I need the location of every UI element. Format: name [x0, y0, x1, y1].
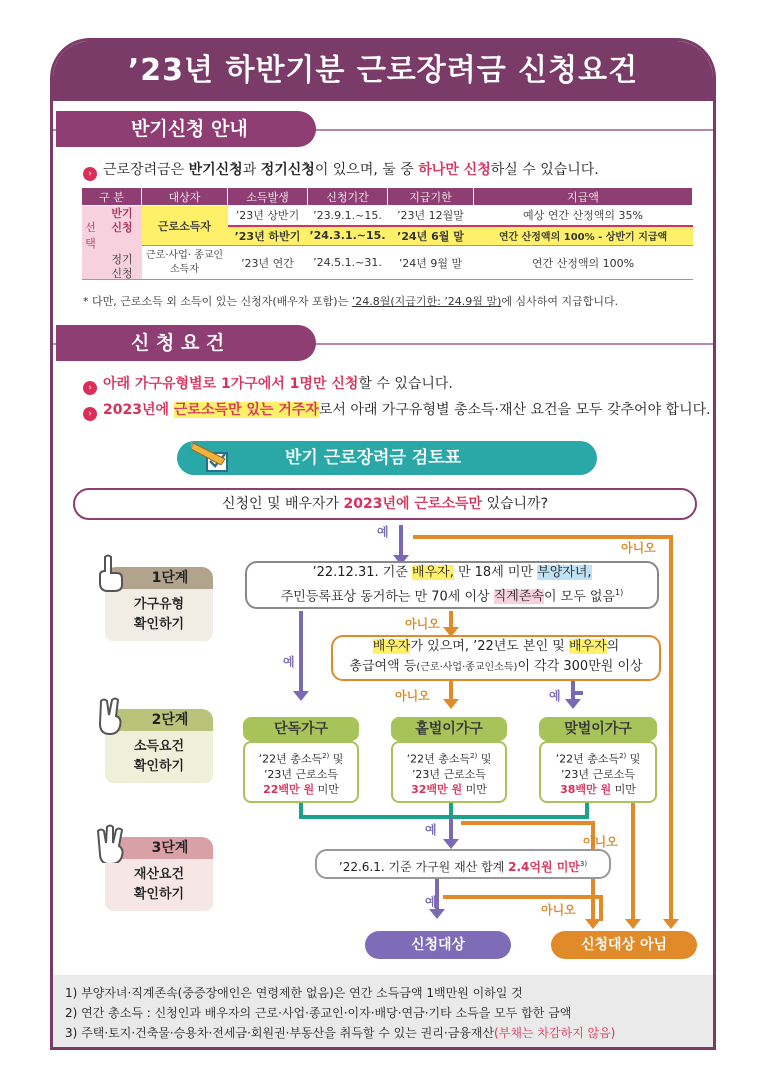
page-title: ’23년 하반기분 근로장려금 신청요건 — [53, 41, 713, 101]
text: 반기신청 — [188, 162, 243, 178]
kind-dual-earner: 맞벌이가구 — [539, 717, 657, 741]
arrow-icon: › — [83, 167, 97, 181]
text: 1) — [615, 588, 624, 597]
kind-single: 단독가구 — [243, 717, 359, 741]
no-label: 아니오 — [395, 689, 430, 703]
text: 미만 — [462, 782, 487, 796]
text: 이 각각 300만원 이상 — [517, 659, 643, 674]
text: 아래 가구유형별로 1가구에서 1명만 신청 — [103, 376, 359, 392]
text: (부채는 차감하지 않음) — [494, 1026, 616, 1040]
income-question — [331, 635, 661, 681]
step-head: 2단계 — [105, 709, 213, 731]
half-label: 반기 신청 — [111, 207, 133, 234]
q1-line2 — [247, 583, 657, 607]
result-eligible: 신청대상 — [365, 931, 511, 959]
footnote-1: 1) 부양자녀·직계존속(중증장애인은 연령제한 없음)은 연간 소득금액 1백만원 이하일 것 — [65, 986, 523, 1000]
footnote-3 — [65, 1023, 713, 1043]
table-header: 신청기간 — [308, 188, 388, 206]
q2-line1 — [333, 637, 659, 657]
table-header: 소득발생 — [228, 188, 308, 206]
no-label: 아니오 — [621, 541, 656, 555]
half-target: 근로소득자 — [142, 206, 228, 246]
text: 근로소득만 있는 거주자 — [173, 402, 319, 418]
text: 하실 수 있습니다. — [490, 162, 599, 178]
table-cell: ’24.3.1.~15. — [308, 226, 388, 246]
text: 2023년에 — [103, 402, 174, 418]
table-header: 지급기한 — [388, 188, 474, 206]
step-head: 1단계 — [105, 567, 213, 589]
text: ’22년 총소득 — [406, 752, 471, 766]
table-header: 대상자 — [142, 188, 228, 206]
text: (근로·사업·종교인소득) — [416, 662, 518, 673]
text: 이 있으며, 둘 중 — [314, 162, 419, 178]
text: 에 심사하여 지급합니다. — [501, 295, 619, 308]
select-label: 선 택 — [85, 221, 96, 250]
yes-label: 예 — [425, 823, 437, 837]
text: 신청인 및 배우자가 — [221, 496, 344, 512]
text: 및 — [329, 752, 344, 766]
kind-single-earner: 홑벌이가구 — [391, 717, 507, 741]
no-label: 아니오 — [583, 835, 618, 849]
asset-question — [315, 849, 611, 879]
step-text: 확인하기 — [133, 617, 185, 632]
yes-label: 예 — [549, 689, 561, 703]
text: 배우자 — [568, 639, 607, 654]
text: 이 모두 없음 — [543, 589, 616, 605]
text: 근로장려금은 — [103, 162, 189, 178]
text: 총급여액 등 — [349, 659, 417, 674]
result-ineligible: 신청대상 아님 — [551, 931, 697, 959]
text: 정기신청 — [260, 162, 315, 178]
table-cell: ’23.9.1.~15. — [308, 206, 388, 226]
text: 배우자 — [372, 639, 411, 654]
no-label: 아니오 — [405, 617, 440, 631]
table-cell: ’23년 상반기 — [228, 206, 308, 226]
yes-label: 예 — [425, 895, 437, 909]
text: 3) — [579, 860, 588, 868]
section-tab-half: 반기신청 안내 — [56, 111, 316, 147]
text: 만 18세 미만 — [453, 565, 538, 580]
text: 부양자녀, — [537, 565, 592, 580]
text: 할 수 있습니다. — [358, 376, 453, 392]
text: 직계존속 — [493, 589, 544, 605]
text: 과 — [242, 162, 261, 178]
text: 의 — [606, 639, 620, 654]
household-question — [245, 561, 659, 609]
kind-single-criteria — [243, 741, 359, 803]
table-cell: ’24.5.1.~31. — [308, 246, 388, 280]
text: 38백만 원 — [560, 782, 612, 796]
text: 22백만 원 — [263, 782, 315, 796]
poster-frame — [50, 38, 716, 1050]
arrow-icon: › — [83, 381, 97, 395]
text: ’23년 근로소득 — [263, 767, 339, 781]
table-cell: ’23년 연간 — [228, 246, 308, 280]
footnotes — [53, 975, 713, 1050]
text: 있습니까? — [482, 496, 549, 512]
step-head: 3단계 — [105, 837, 213, 859]
text: 가 있으며, ’22년도 본인 및 — [410, 639, 569, 654]
table-header: 지급액 — [474, 188, 693, 206]
text: 하나만 신청 — [418, 162, 491, 178]
regular-label: 정기 신청 — [111, 253, 133, 280]
text: 및 — [477, 752, 492, 766]
step-text: 재산요건 — [133, 867, 185, 882]
text: 2) — [470, 752, 478, 760]
yes-label: 예 — [283, 655, 295, 669]
table-cell: ’23년 12월말 — [388, 206, 474, 226]
text: ’23년 근로소득 — [560, 767, 636, 781]
text: 및 — [626, 752, 641, 766]
text: ’24.8월(지급기한: ’24.9월 말) — [351, 295, 502, 308]
text: ’23년 근로소득 — [411, 767, 487, 781]
text: 3) 주택·토지·건축물·승용차·전세금·회원권·부동산을 취득할 수 있는 권리·금융재산 — [65, 1026, 495, 1040]
table-cell: 예상 연간 산정액의 35% — [474, 206, 693, 226]
table-header: 구 분 — [82, 188, 142, 206]
table-cell: ’24년 6월 말 — [388, 226, 474, 246]
text: 32백만 원 — [411, 782, 463, 796]
table-cell: 연간 산정액의 100% — [474, 246, 693, 280]
text: ’22.6.1. 기준 가구원 재산 합계 — [338, 860, 509, 874]
text: ’22.12.31. 기준 — [312, 565, 413, 580]
no-label: 아니오 — [541, 903, 576, 917]
text: 로서 아래 가구유형별 총소득·재산 요건을 모두 갖추어야 합니다. — [318, 402, 711, 418]
section-tab-requirements: 신 청 요 건 — [56, 325, 316, 361]
footnote-2: 2) 연간 총소득 : 신청인과 배우자의 근로·사업·종교인·이자·배당·연금·기타 소득을 모두 합한 금액 — [65, 1006, 572, 1020]
step-text: 확인하기 — [133, 759, 185, 774]
check-table-title: 반기 근로장려금 검토표 — [177, 441, 597, 475]
table-cell: ’24년 9월 말 — [388, 246, 474, 280]
q2-line2 — [333, 657, 659, 678]
kind-single-earner-criteria — [391, 741, 507, 803]
text: 미만 — [314, 782, 339, 796]
table-cell: 연간 산정액의 100% - 상반기 지급액 — [474, 226, 693, 246]
text: 배우자, — [412, 565, 454, 580]
step-text: 확인하기 — [133, 887, 185, 902]
text: ’22년 총소득 — [555, 752, 620, 766]
arrow-icon: › — [83, 407, 97, 421]
yes-label: 예 — [377, 525, 389, 539]
text: 2023년에 근로소득만 — [343, 496, 483, 512]
text: 2) — [619, 752, 627, 760]
step-text: 가구유형 — [133, 597, 185, 612]
text: ’22년 총소득 — [258, 752, 323, 766]
text: 미만 — [611, 782, 636, 796]
text: 2) — [322, 752, 330, 760]
text: * 다만, 근로소득 외 소득이 있는 신청자(배우자 포함)는 — [83, 295, 352, 308]
text: 2.4억원 미만 — [508, 860, 580, 874]
kind-dual-earner-criteria — [539, 741, 657, 803]
q1-line1 — [247, 563, 657, 583]
regular-target: 근로·사업· 종교인소득자 — [142, 246, 228, 280]
step-text: 소득요건 — [133, 739, 185, 754]
table-cell: ’23년 하반기 — [228, 226, 308, 246]
text: 주민등록표상 동거하는 만 70세 이상 — [280, 589, 494, 605]
